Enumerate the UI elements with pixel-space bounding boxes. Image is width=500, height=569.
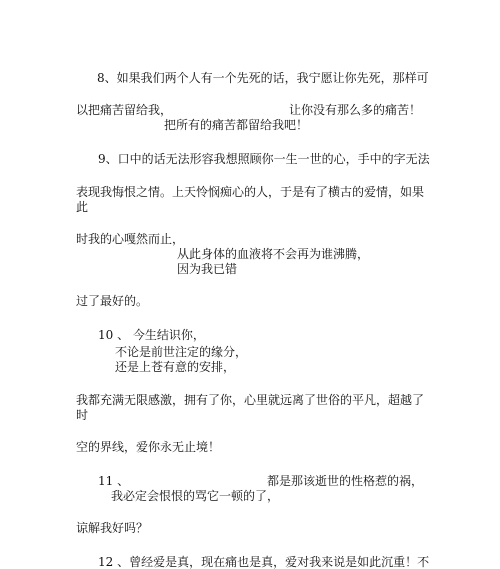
text-line-8-d: 把所有的痛苦都留给我吧！: [164, 118, 309, 132]
text-line-9-b: 表现我悔恨之情。上天怜悯痴心的人，于是有了横古的爱情，如果: [76, 185, 425, 199]
text-line-11-c: 我必定会恨恨的骂它一顿的了，: [111, 489, 280, 503]
text-line-9-f: 因为我已错: [177, 262, 238, 276]
text-line-9-g: 过了最好的。: [76, 294, 149, 308]
text-line-9-c: 此: [76, 200, 89, 214]
text-line-11-b: 都是那该逝世的性格惹的祸，: [267, 474, 424, 488]
text-line-9-d: 时我的心嘎然而止，: [76, 232, 185, 246]
text-line-10-b: 不论是前世注定的缘分，: [115, 345, 248, 359]
text-line-10-e: 时: [76, 408, 89, 422]
text-line-12-a: 12 、曾经爱是真，现在痛也是真，爱对我来说是如此沉重！不: [98, 555, 430, 569]
text-line-11-d: 谅解我好吗？: [76, 521, 149, 535]
text-line-10-d: 我都充满无限感激，拥有了你，心里就远离了世俗的平凡，超越了: [76, 393, 425, 407]
text-line-10-a: 10 、 今生结识你，: [98, 328, 205, 342]
text-line-9-e: 从此身体的血液将不会再为谁沸腾，: [177, 247, 370, 261]
text-line-8-b: 以把痛苦留给我，: [76, 103, 173, 117]
text-line-11-a: 11 、: [98, 474, 130, 488]
text-line-10-c: 还是上苍有意的安排，: [115, 360, 236, 374]
text-line-8-a: 8、如果我们两个人有一个先死的话，我宁愿让你先死，那样可: [97, 71, 429, 85]
text-line-8-c: 让你没有那么多的痛苦！: [289, 103, 422, 117]
text-line-10-f: 空的界线，爱你永无止境！: [76, 440, 221, 454]
text-line-9-a: 9、口中的话无法形容我想照顾你一生一世的心，手中的字无法: [98, 152, 430, 166]
